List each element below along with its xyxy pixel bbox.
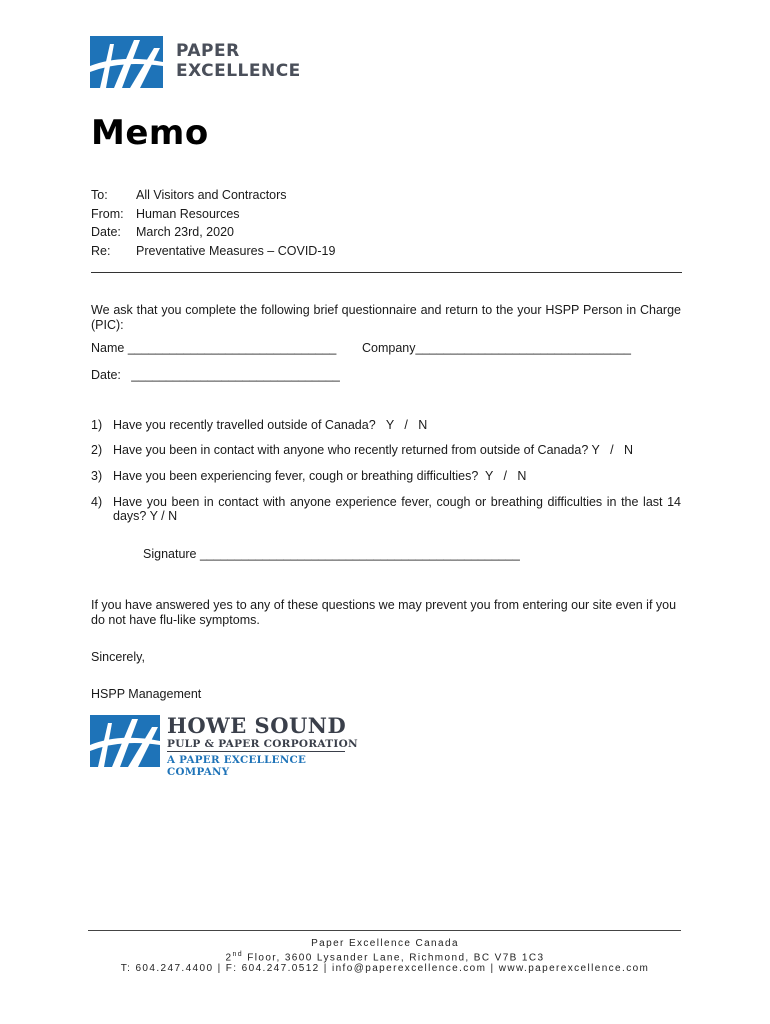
footer-address-suffix: nd (232, 951, 244, 958)
howe-sound-name: HOWE SOUND (167, 713, 347, 738)
question-3 (91, 469, 681, 485)
date-row (91, 225, 234, 239)
footer-address-floor: 2 (225, 952, 233, 964)
re-label: Re: (91, 244, 111, 258)
question-number: 1) (91, 418, 103, 432)
to-label: To: (91, 188, 108, 202)
signature-field[interactable]: Signature ______________________________________________ (143, 547, 520, 561)
howe-sound-logo (90, 713, 360, 778)
question-text: Have you been experiencing fever, cough or breathing difficulties? Y / N (113, 469, 527, 483)
question-text: Have you been in contact with anyone experience fever, cough or breathing difficulties in the last 14 days? Y / N (113, 495, 681, 523)
to-value: All Visitors and Contractors (136, 188, 287, 202)
re-value: Preventative Measures – COVID-19 (136, 244, 336, 258)
from-label: From: (91, 207, 124, 221)
question-2 (91, 443, 681, 459)
date-value: March 23rd, 2020 (136, 225, 234, 239)
name-field[interactable]: Name ______________________________ (91, 341, 337, 355)
sign-off: HSPP Management (91, 687, 202, 701)
footer-divider (88, 930, 681, 931)
question-text: Have you recently travelled outside of Canada? Y / N (113, 418, 428, 432)
question-1 (91, 418, 681, 434)
memo-title: Memo (91, 113, 209, 153)
closing-paragraph: If you have answered yes to any of these questions we may prevent you from entering our site even if you do not have flu-like symptoms. (91, 598, 677, 627)
question-number: 3) (91, 469, 103, 483)
from-row (91, 207, 240, 221)
howe-sound-divider (167, 751, 345, 752)
question-number: 4) (91, 495, 103, 509)
company-field[interactable]: Company_______________________________ (362, 341, 632, 355)
sincerely: Sincerely, (91, 650, 145, 664)
howe-sound-logo-mark (90, 715, 160, 767)
question-4 (91, 495, 681, 525)
howe-sound-subtitle: PULP & PAPER CORPORATION (167, 738, 358, 750)
paper-excellence-logo (90, 36, 330, 88)
from-value: Human Resources (136, 207, 240, 221)
logo-line-2: EXCELLENCE (176, 61, 301, 81)
question-number: 2) (91, 443, 103, 457)
footer-address-street: Floor, 3600 Lysander Lane, Richmond, BC V7B 1C3 (243, 952, 545, 964)
to-row (91, 188, 287, 202)
re-row (91, 244, 335, 258)
footer-address (0, 951, 770, 963)
howe-sound-tagline: A PAPER EXCELLENCE COMPANY (167, 754, 307, 778)
footer-contact: T: 604.247.4400 | F: 604.247.0512 | info@paperexcellence.com | www.paperexcellence.com (120, 963, 650, 974)
intro-paragraph: We ask that you complete the following brief questionnaire and return to the your HSPP Person in Charge (PIC): (91, 303, 681, 332)
paper-excellence-logo-mark (90, 36, 163, 88)
question-text: Have you been in contact with anyone who recently returned from outside of Canada? Y / N (113, 443, 633, 457)
header-divider (91, 272, 682, 273)
logo-wordmark (176, 41, 301, 81)
footer-company: Paper Excellence Canada (311, 938, 459, 949)
date-label: Date: (91, 225, 121, 239)
logo-line-1: PAPER (176, 41, 240, 61)
date-field[interactable]: Date: ______________________________ (91, 368, 340, 382)
